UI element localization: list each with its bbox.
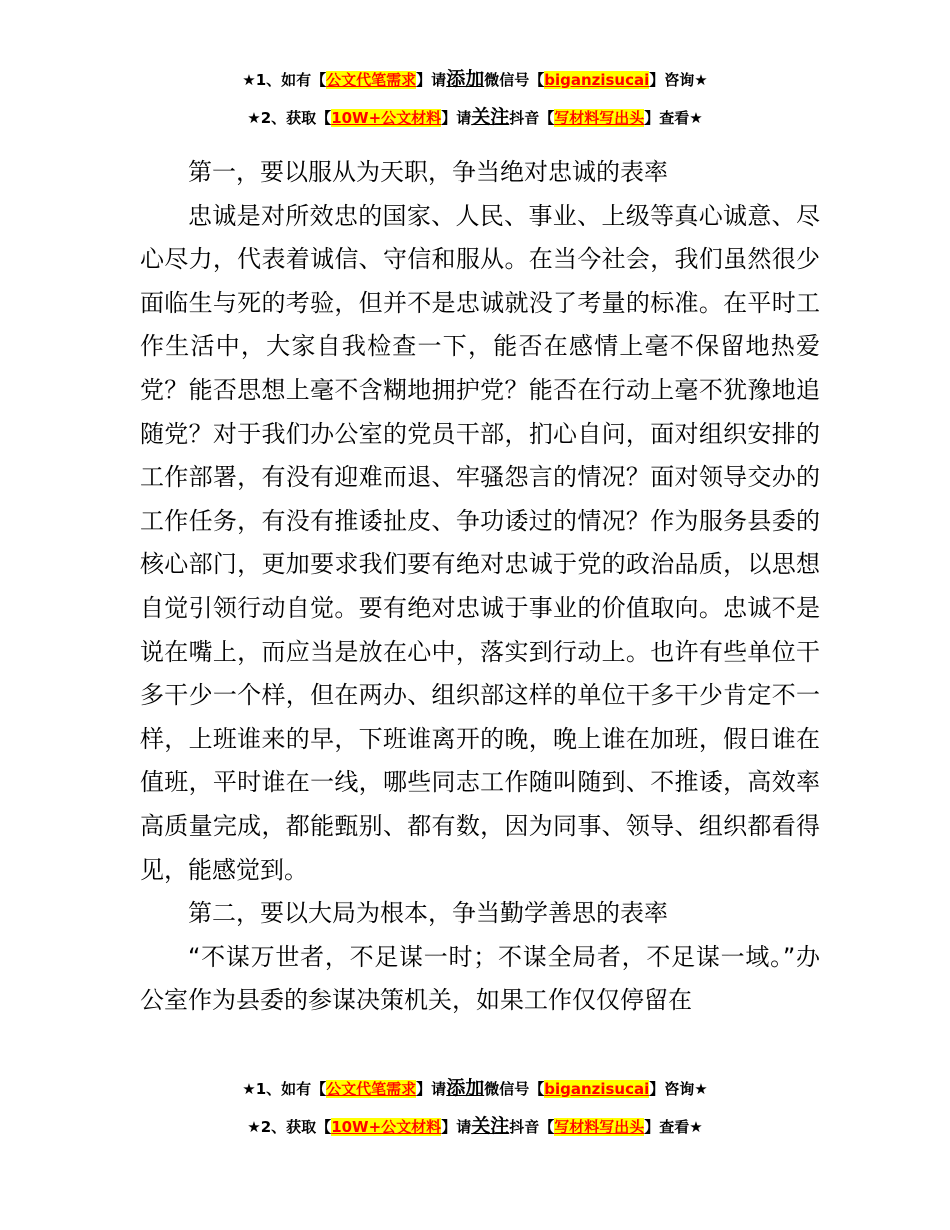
header-ad-1-highlight-wechat: biganzisucai: [544, 71, 650, 89]
footer-ad-1-highlight-service: 公文代笔需求: [326, 1080, 417, 1098]
footer-ad-2-mid2: 抖音【: [509, 1118, 555, 1136]
footer-ad-1-mid1: 】请: [416, 1080, 447, 1098]
header-ad-1-mid2: 微信号【: [484, 71, 545, 89]
footer-ad-1-highlight-wechat: biganzisucai: [544, 1080, 650, 1098]
header-ad-1-mid1: 】请: [416, 71, 447, 89]
header-ad-2-mid1: 】请: [441, 109, 472, 127]
header-ad-2-mid2: 抖音【: [509, 109, 555, 127]
body-paragraph-1: 忠诚是对所效忠的国家、人民、事业、上级等真心诚意、尽心尽力，代表着诚信、守信和服从。在当今社会，我们虽然很少面临生与死的考验，但并不是忠诚就没了考量的标准。在平时工作生活中，大家自我检查一下，能否在感情上毫不保留地热爱党？能否思想上毫不含糊地拥护党？能否在行动上毫不犹豫地追随党？对于我们办公室的党员干部，扪心自问，面对组织安排的工作部署，有没有迎难而退、牢骚怨言的情况？面对领导交办的工作任务，有没有推诿扯皮、争功诿过的情况？作为服务县委的核心部门，更加要求我们要有绝对忠诚于党的政治品质，以思想自觉引领行动自觉。要有绝对忠诚于事业的价值取向。忠诚不是说在嘴上，而应当是放在心中，落实到行动上。也许有些单位干多干少一个样，但在两办、组织部这样的单位干多干少肯定不一样，上班谁来的早，下班谁离开的晚，晚上谁在加班，假日谁在值班，平时谁在一线，哪些同志工作随叫随到、不推诿，高效率高质量完成，都能甄别、都有数，因为同事、领导、组织都看得见，能感觉到。: [140, 201, 820, 884]
footer-ad-1-emph: 添加: [446, 1077, 485, 1099]
header-ad-2-emph: 关注: [471, 106, 510, 128]
footer-ad-1-mid2: 微信号【: [484, 1080, 545, 1098]
header-ad-1-prefix: ★1、如有【: [242, 71, 327, 89]
header-ad-2-prefix: ★2、获取【: [247, 109, 332, 127]
header-ad-2-highlight-materials: 10W+公文材料: [331, 109, 442, 127]
header-ad-line-2: [0, 106, 950, 129]
header-ad-1-suffix: 】咨询★: [649, 71, 708, 89]
footer-ad-2-highlight-materials: 10W+公文材料: [331, 1118, 442, 1136]
body-paragraph-2: “不谋万世者，不足谋一时；不谋全局者，不足谋一域。”办公室作为县委的参谋决策机关，如果工作仅仅停留在: [140, 942, 820, 1015]
header-ad-1-highlight-service: 公文代笔需求: [326, 71, 417, 89]
footer-ad-1-suffix: 】咨询★: [649, 1080, 708, 1098]
footer-ad-line-1: [0, 1077, 950, 1100]
footer-ad-2-highlight-douyin: 写材料写出头: [554, 1118, 645, 1136]
header-ad-2-suffix: 】查看★: [644, 109, 703, 127]
footer-ad-2-suffix: 】查看★: [644, 1118, 703, 1136]
header-ad-1-emph: 添加: [446, 68, 485, 90]
footer-ad-1-prefix: ★1、如有【: [242, 1080, 327, 1098]
footer-ad-2-emph: 关注: [471, 1115, 510, 1137]
header-ad-line-1: [0, 68, 950, 91]
footer-ad-line-2: [0, 1115, 950, 1138]
section-heading-2: 第二，要以大局为根本，争当勤学善思的表率: [188, 899, 668, 928]
footer-ad-2-mid1: 】请: [441, 1118, 472, 1136]
section-heading-1: 第一，要以服从为天职，争当绝对忠诚的表率: [188, 158, 668, 186]
document-body: [140, 151, 820, 1023]
footer-ad-2-prefix: ★2、获取【: [247, 1118, 332, 1136]
header-ad-2-highlight-douyin: 写材料写出头: [554, 109, 645, 127]
